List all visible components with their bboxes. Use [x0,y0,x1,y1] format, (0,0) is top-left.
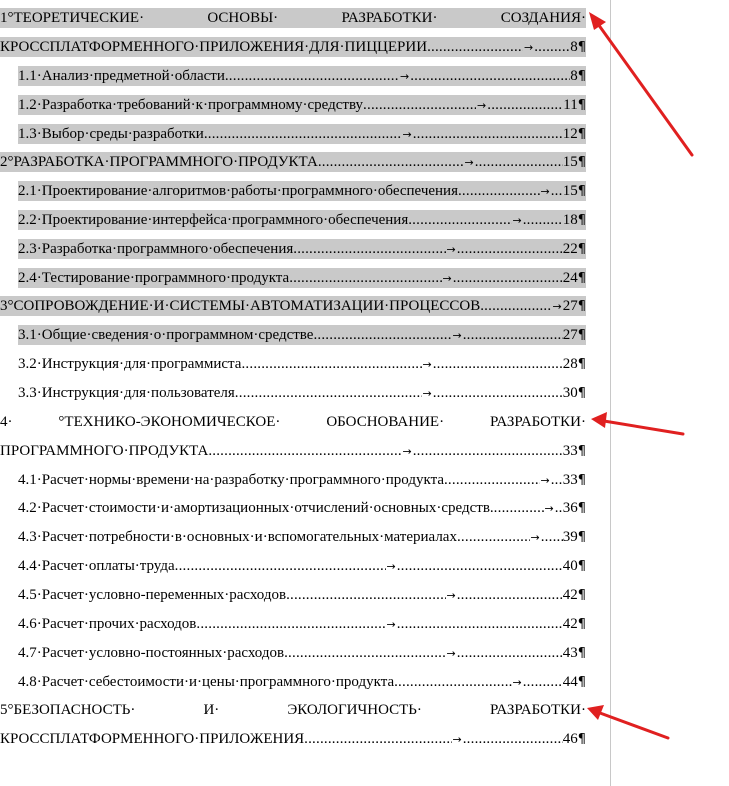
dot-leader [523,672,563,692]
tab-arrow-icon: → [477,99,487,112]
dot-leader [555,498,563,518]
pilcrow-icon: ¶ [577,213,586,228]
dot-leader [284,643,445,663]
toc-heading-5-line1[interactable] [0,700,586,720]
pilcrow-icon: ¶ [577,127,586,142]
toc-entry-title: 4.3·Расчет·потребности·в·основных·и·вспомогательных·материалах [18,529,457,545]
dot-leader [463,325,563,345]
toc-entry-3-2[interactable] [18,354,586,374]
toc-word: 4· [0,414,13,430]
toc-page-number: 33 [562,443,578,459]
toc-word: 1°ТЕОРЕТИЧЕСКИЕ· [0,10,145,26]
toc-word: РАЗРАБОТКИ· [490,414,586,430]
dot-leader [463,729,563,749]
dot-leader [453,268,563,288]
dot-leader [286,585,445,605]
dot-leader [413,124,563,144]
dot-leader [204,124,402,144]
toc-page-number: 39 [562,529,578,545]
dot-leader [363,95,476,115]
dot-leader [394,672,511,692]
toc-page-number: 27 [562,327,578,343]
toc-entry-4-6[interactable] [18,614,586,634]
toc-entry-title: 3.2·Инструкция·для·программиста [18,356,242,372]
dot-leader [293,239,445,259]
pilcrow-icon: ¶ [577,386,586,401]
toc-page-number: 30 [562,385,578,401]
dot-leader [433,383,563,403]
pilcrow-icon: ¶ [577,328,586,343]
dot-leader [397,614,563,634]
pilcrow-icon: ¶ [577,588,586,603]
toc-heading-3[interactable] [0,296,586,316]
toc-entry-title: 2°РАЗРАБОТКА·ПРОГРАММНОГО·ПРОДУКТА [0,154,318,170]
toc-word: И· [203,702,220,718]
toc-page-number: 24 [562,270,578,286]
tab-arrow-icon: → [402,128,412,141]
toc-entry-title: 4.8·Расчет·себестоимости·и·цены·программного·продукта [18,674,395,690]
tab-arrow-icon: → [422,358,432,371]
tab-arrow-icon: → [442,272,452,285]
tab-arrow-icon: → [446,589,456,602]
tab-arrow-icon: → [552,300,562,313]
toc-entry-title: ПРОГРАММНОГО·ПРОДУКТА [0,443,209,459]
toc-page-number: 42 [562,616,578,632]
toc-entry-title: 4.5·Расчет·условно-переменных·расходов [18,587,287,603]
dot-leader [534,37,570,57]
pilcrow-icon: ¶ [577,184,586,199]
toc-entry-title: 2.2·Проектирование·интерфейса·программного·обеспечения [18,212,409,228]
tab-arrow-icon: → [540,474,550,487]
dot-leader [457,527,530,547]
toc-word: РАЗРАБОТКИ· [489,702,586,718]
pilcrow-icon: ¶ [577,675,586,690]
toc-heading-5-line2[interactable] [0,729,586,749]
toc-entry-1-1[interactable] [18,66,586,86]
toc-entry-title: 3.3·Инструкция·для·пользователя [18,385,235,401]
toc-entry-title: 4.7·Расчет·условно-постоянных·расходов [18,645,285,661]
toc-page-number: 42 [562,587,578,603]
toc-word: ОБОСНОВАНИЕ· [326,414,445,430]
tab-arrow-icon: → [422,387,432,400]
toc-entry-title: 4.1·Расчет·нормы·времени·на·разработку·программного·продукта [18,472,444,488]
toc-entry-title: 4.2·Расчет·стоимости·и·амортизационных·отчислений·основных·средств. [18,500,494,516]
toc-word: РАЗРАБОТКИ· [341,10,438,26]
toc-page-number: 8 [570,68,578,84]
page-edge-divider [610,0,611,786]
dot-leader [480,296,551,316]
tab-arrow-icon: → [446,243,456,256]
tab-arrow-icon: → [464,156,474,169]
tab-arrow-icon: → [400,70,410,83]
dot-leader [318,152,464,172]
pilcrow-icon: ¶ [577,444,586,459]
dot-leader [457,585,563,605]
dot-leader [175,556,386,576]
tab-arrow-icon: → [452,733,462,746]
dot-leader [444,470,540,490]
tab-arrow-icon: → [512,214,522,227]
dot-leader [313,325,451,345]
toc-word: СОЗДАНИЯ· [500,10,586,26]
dot-leader [304,729,451,749]
toc-entry-3-3[interactable] [18,383,586,403]
toc-entry-title: 3°СОПРОВОЖДЕНИЕ·И·СИСТЕМЫ·АВТОМАТИЗАЦИИ·ПРОЦЕССОВ [0,298,481,314]
tab-arrow-icon: → [544,502,554,515]
dot-leader [475,152,563,172]
toc-page-number: 18 [562,212,578,228]
dot-leader [523,210,563,230]
dot-leader [433,354,563,374]
toc-entry-title: 4.6·Расчет·прочих·расходов [18,616,197,632]
dot-leader [408,210,511,230]
toc-entry-4-1[interactable] [18,470,586,490]
toc-entry-1-3[interactable] [18,124,586,144]
toc-entry-2-4[interactable] [18,268,586,288]
toc-heading-4-line2[interactable] [0,441,586,461]
toc-entry-title: 2.4·Тестирование·программного·продукта [18,270,290,286]
toc-page-number: 8 [570,39,578,55]
dot-leader [241,354,421,374]
toc-page-number: 22 [562,241,578,257]
toc-word: °ТЕХНИКО-ЭКОНОМИЧЕСКОЕ· [58,414,281,430]
tab-arrow-icon: → [386,560,396,573]
toc-entry-2-3[interactable] [18,239,586,259]
toc-page-number: 27 [562,298,578,314]
pilcrow-icon: ¶ [577,271,586,286]
dot-leader [541,527,563,547]
pilcrow-icon: ¶ [577,530,586,545]
toc-entry-4-2[interactable] [18,498,586,518]
dot-leader [397,556,563,576]
dot-leader [410,66,570,86]
toc-page-number: 28 [562,356,578,372]
toc-entry-4-7[interactable] [18,643,586,663]
toc-page-number: 36 [562,500,578,516]
toc-page-number: 40 [562,558,578,574]
pilcrow-icon: ¶ [577,40,586,55]
pilcrow-icon: ¶ [577,617,586,632]
toc-heading-2[interactable] [0,152,586,172]
toc-entry-title: 3.1·Общие·сведения·о·программном·средстве [18,327,314,343]
dot-leader [235,383,422,403]
toc-heading-1-line2[interactable] [0,37,586,57]
toc-entry-2-2[interactable] [18,210,586,230]
pilcrow-icon: ¶ [577,559,586,574]
dot-leader [458,181,540,201]
toc-page-number: 33 [562,472,578,488]
toc-page-number: 44 [562,674,578,690]
toc-entry-4-5[interactable] [18,585,586,605]
toc-entry-2-1[interactable] [18,181,586,201]
pilcrow-icon: ¶ [577,501,586,516]
dot-leader [427,37,523,57]
pilcrow-icon: ¶ [577,242,586,257]
toc-entry-title: 2.3·Разработка·программного·обеспечения [18,241,294,257]
dot-leader [225,66,399,86]
toc-page-number: 11 [563,97,578,113]
tab-arrow-icon: → [512,676,522,689]
dot-leader [551,181,563,201]
toc-entry-title: 4.4·Расчет·оплаты·труда [18,558,175,574]
toc-heading-4-line1[interactable] [0,412,586,432]
dot-leader [457,239,563,259]
toc-entry-4-3[interactable] [18,527,586,547]
pilcrow-icon: ¶ [577,69,586,84]
pilcrow-icon: ¶ [577,357,586,372]
dot-leader [457,643,563,663]
toc-entry-title: 1.3·Выбор·среды·разработки [18,126,204,142]
toc-word: ЭКОЛОГИЧНОСТЬ· [287,702,422,718]
toc-word: 5°БЕЗОПАСНОСТЬ· [0,702,136,718]
toc-page-number: 46 [562,731,578,747]
pilcrow-icon: ¶ [577,732,586,747]
toc-word: ОСНОВЫ· [207,10,279,26]
toc-heading-1-line1[interactable] [0,8,586,28]
toc-entry-4-8[interactable] [18,672,586,692]
toc-page-number: 43 [562,645,578,661]
dot-leader [551,470,563,490]
toc-entry-4-4[interactable] [18,556,586,576]
toc-entry-1-2[interactable] [18,95,586,115]
toc-entry-title: КРОССПЛАТФОРМЕННОГО·ПРИЛОЖЕНИЯ [0,731,305,747]
toc-page-number: 12 [562,126,578,142]
pilcrow-icon: ¶ [577,155,586,170]
pilcrow-icon: ¶ [577,646,586,661]
toc-entry-title: 2.1·Проектирование·алгоритмов·работы·программного·обеспечения [18,183,458,199]
toc-entry-title: 1.1·Анализ·предметной·области [18,68,225,84]
dot-leader [487,95,563,115]
pilcrow-icon: ¶ [577,299,586,314]
toc-entry-title: 1.2·Разработка·требований·к·программному·средству [18,97,364,113]
tab-arrow-icon: → [446,647,456,660]
tab-arrow-icon: → [530,531,540,544]
toc-entry-title: КРОССПЛАТФОРМЕННОГО·ПРИЛОЖЕНИЯ·ДЛЯ·ПИЦЦЕРИИ [0,39,428,55]
dot-leader [196,614,385,634]
pilcrow-icon: ¶ [577,98,586,113]
toc-page-number: 15 [562,183,578,199]
toc-page-number: 15 [562,154,578,170]
dot-leader [289,268,441,288]
toc-entry-3-1[interactable] [18,325,586,345]
dot-leader [208,441,401,461]
tab-arrow-icon: → [524,41,534,54]
tab-arrow-icon: → [402,445,412,458]
tab-arrow-icon: → [386,618,396,631]
tab-arrow-icon: → [452,329,462,342]
pilcrow-icon: ¶ [577,473,586,488]
tab-arrow-icon: → [540,185,550,198]
dot-leader [494,498,544,518]
dot-leader [413,441,563,461]
